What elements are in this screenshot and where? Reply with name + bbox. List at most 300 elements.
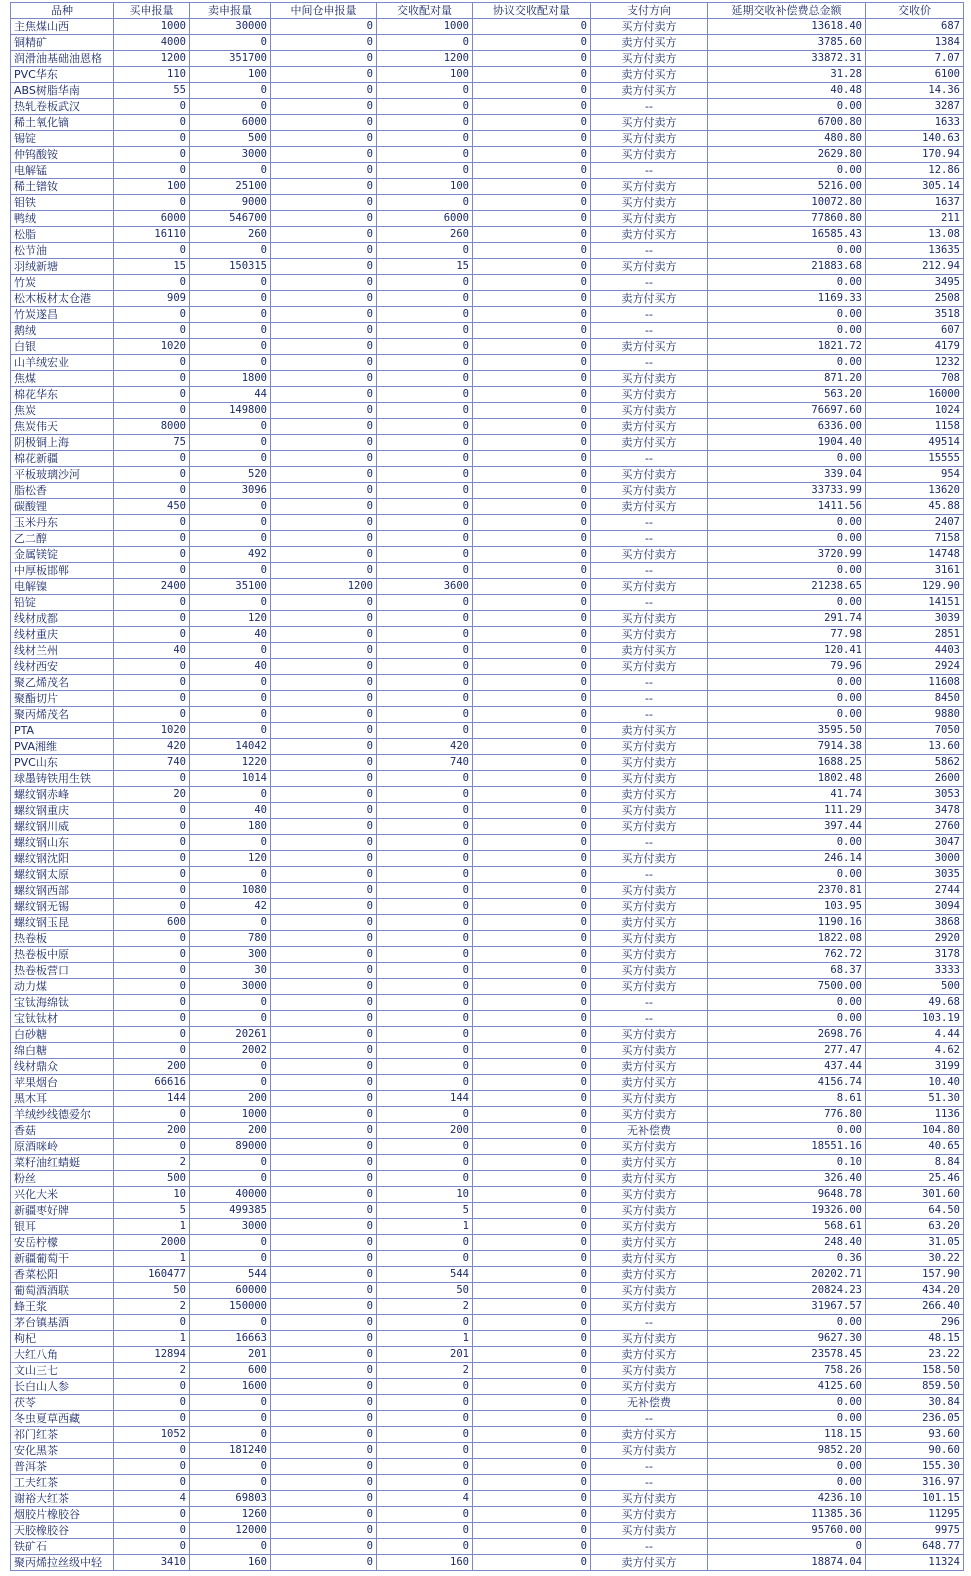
- compensation-total-cell: 0.00: [708, 563, 866, 579]
- buy-declared-cell: 0: [114, 1139, 190, 1155]
- variety-cell: 热卷板: [11, 931, 114, 947]
- agreement-matched-cell: 0: [473, 1379, 591, 1395]
- variety-cell: 钼铁: [11, 195, 114, 211]
- buy-declared-cell: 0: [114, 307, 190, 323]
- matched-cell: 0: [377, 275, 473, 291]
- buy-declared-cell: 0: [114, 867, 190, 883]
- buy-declared-cell: 1020: [114, 723, 190, 739]
- buy-declared-cell: 0: [114, 371, 190, 387]
- buy-declared-cell: 2: [114, 1299, 190, 1315]
- buy-declared-cell: 0: [114, 1539, 190, 1555]
- delivery-price-cell: 3518: [866, 307, 964, 323]
- matched-cell: 0: [377, 899, 473, 915]
- agreement-matched-cell: 0: [473, 963, 591, 979]
- compensation-total-cell: 246.14: [708, 851, 866, 867]
- variety-cell: 螺纹钢太原: [11, 867, 114, 883]
- payment-direction-cell: 买方付卖方: [591, 1379, 708, 1395]
- table-row: [11, 1539, 964, 1555]
- buy-declared-cell: 0: [114, 835, 190, 851]
- payment-direction-cell: 买方付卖方: [591, 211, 708, 227]
- buy-declared-cell: 66616: [114, 1075, 190, 1091]
- buy-declared-cell: 0: [114, 995, 190, 1011]
- delivery-price-cell: 3287: [866, 99, 964, 115]
- delivery-price-cell: 9880: [866, 707, 964, 723]
- payment-direction-cell: 卖方付买方: [591, 1235, 708, 1251]
- compensation-total-cell: 9852.20: [708, 1443, 866, 1459]
- intermediate-declared-cell: 0: [271, 1491, 377, 1507]
- variety-cell: 蜂王浆: [11, 1299, 114, 1315]
- intermediate-declared-cell: 0: [271, 1043, 377, 1059]
- intermediate-declared-cell: 0: [271, 867, 377, 883]
- agreement-matched-cell: 0: [473, 339, 591, 355]
- variety-cell: 长白山人参: [11, 1379, 114, 1395]
- compensation-total-cell: 40.48: [708, 83, 866, 99]
- buy-declared-cell: 200: [114, 1123, 190, 1139]
- sell-declared-cell: 1600: [190, 1379, 271, 1395]
- buy-declared-cell: 450: [114, 499, 190, 515]
- matched-cell: 0: [377, 835, 473, 851]
- buy-declared-cell: 10: [114, 1187, 190, 1203]
- table-row: [11, 691, 964, 707]
- matched-cell: 50: [377, 1283, 473, 1299]
- intermediate-declared-cell: 0: [271, 1379, 377, 1395]
- table-row: [11, 755, 964, 771]
- compensation-total-cell: 0.36: [708, 1251, 866, 1267]
- matched-cell: 0: [377, 643, 473, 659]
- agreement-matched-cell: 0: [473, 627, 591, 643]
- agreement-matched-cell: 0: [473, 1059, 591, 1075]
- compensation-total-cell: 111.29: [708, 803, 866, 819]
- compensation-total-cell: 68.37: [708, 963, 866, 979]
- buy-declared-cell: 0: [114, 563, 190, 579]
- buy-declared-cell: 4: [114, 1491, 190, 1507]
- compensation-total-cell: 339.04: [708, 467, 866, 483]
- sell-declared-cell: 100: [190, 67, 271, 83]
- compensation-total-cell: 10072.80: [708, 195, 866, 211]
- table-row: [11, 419, 964, 435]
- compensation-total-cell: 95760.00: [708, 1523, 866, 1539]
- variety-cell: 润滑油基础油恩格: [11, 51, 114, 67]
- matched-cell: 5: [377, 1203, 473, 1219]
- col-header-compensation-total: 延期交收补偿费总金额: [708, 3, 866, 19]
- delivery-price-cell: 14151: [866, 595, 964, 611]
- matched-cell: 6000: [377, 211, 473, 227]
- matched-cell: 0: [377, 1411, 473, 1427]
- matched-cell: 0: [377, 1427, 473, 1443]
- payment-direction-cell: 买方付卖方: [591, 627, 708, 643]
- table-row: [11, 1187, 964, 1203]
- variety-cell: 螺纹钢川威: [11, 819, 114, 835]
- delivery-price-cell: 4.62: [866, 1043, 964, 1059]
- table-row: [11, 931, 964, 947]
- buy-declared-cell: 20: [114, 787, 190, 803]
- delivery-price-cell: 4.44: [866, 1027, 964, 1043]
- intermediate-declared-cell: 0: [271, 1443, 377, 1459]
- intermediate-declared-cell: 0: [271, 899, 377, 915]
- table-row: [11, 1427, 964, 1443]
- variety-cell: 金属镁锭: [11, 547, 114, 563]
- table-row: [11, 99, 964, 115]
- payment-direction-cell: 卖方付买方: [591, 291, 708, 307]
- delivery-price-cell: 16000: [866, 387, 964, 403]
- buy-declared-cell: 100: [114, 179, 190, 195]
- buy-declared-cell: 909: [114, 291, 190, 307]
- payment-direction-cell: 卖方付买方: [591, 35, 708, 51]
- compensation-total-cell: 18874.04: [708, 1555, 866, 1571]
- delivery-price-cell: 13.08: [866, 227, 964, 243]
- delivery-price-cell: 3000: [866, 851, 964, 867]
- variety-cell: 螺纹钢重庆: [11, 803, 114, 819]
- sell-declared-cell: 3000: [190, 147, 271, 163]
- payment-direction-cell: 买方付卖方: [591, 115, 708, 131]
- variety-cell: 热卷板营口: [11, 963, 114, 979]
- buy-declared-cell: 600: [114, 915, 190, 931]
- buy-declared-cell: 110: [114, 67, 190, 83]
- table-row: [11, 1267, 964, 1283]
- table-row: [11, 739, 964, 755]
- table-row: [11, 83, 964, 99]
- table-row: [11, 499, 964, 515]
- delivery-price-cell: 13.60: [866, 739, 964, 755]
- buy-declared-cell: 200: [114, 1059, 190, 1075]
- matched-cell: 0: [377, 435, 473, 451]
- delivery-price-cell: 13635: [866, 243, 964, 259]
- matched-cell: 0: [377, 1539, 473, 1555]
- variety-cell: 碳酸锂: [11, 499, 114, 515]
- payment-direction-cell: 买方付卖方: [591, 131, 708, 147]
- sell-declared-cell: 69803: [190, 1491, 271, 1507]
- sell-declared-cell: 3000: [190, 1219, 271, 1235]
- delivery-price-cell: 13620: [866, 483, 964, 499]
- delivery-price-cell: 212.94: [866, 259, 964, 275]
- intermediate-declared-cell: 0: [271, 1427, 377, 1443]
- compensation-total-cell: 248.40: [708, 1235, 866, 1251]
- delivery-price-cell: 3868: [866, 915, 964, 931]
- matched-cell: 0: [377, 995, 473, 1011]
- sell-declared-cell: 780: [190, 931, 271, 947]
- intermediate-declared-cell: 0: [271, 691, 377, 707]
- compensation-total-cell: 4236.10: [708, 1491, 866, 1507]
- matched-cell: 15: [377, 259, 473, 275]
- delivery-price-cell: 316.97: [866, 1475, 964, 1491]
- payment-direction-cell: --: [591, 163, 708, 179]
- table-row: [11, 1347, 964, 1363]
- sell-declared-cell: 0: [190, 515, 271, 531]
- delivery-price-cell: 11295: [866, 1507, 964, 1523]
- matched-cell: 0: [377, 355, 473, 371]
- matched-cell: 544: [377, 1267, 473, 1283]
- agreement-matched-cell: 0: [473, 1347, 591, 1363]
- compensation-total-cell: 0.00: [708, 1459, 866, 1475]
- matched-cell: 740: [377, 755, 473, 771]
- delivery-price-cell: 14748: [866, 547, 964, 563]
- payment-direction-cell: 买方付卖方: [591, 963, 708, 979]
- variety-cell: 热轧卷板武汉: [11, 99, 114, 115]
- table-row: [11, 1139, 964, 1155]
- matched-cell: 0: [377, 931, 473, 947]
- sell-declared-cell: 0: [190, 595, 271, 611]
- sell-declared-cell: 0: [190, 1411, 271, 1427]
- sell-declared-cell: 600: [190, 1363, 271, 1379]
- payment-direction-cell: 买方付卖方: [591, 1331, 708, 1347]
- delivery-price-cell: 500: [866, 979, 964, 995]
- payment-direction-cell: --: [591, 1475, 708, 1491]
- table-row: [11, 899, 964, 915]
- payment-direction-cell: 买方付卖方: [591, 931, 708, 947]
- variety-cell: 大红八角: [11, 1347, 114, 1363]
- delivery-price-cell: 25.46: [866, 1171, 964, 1187]
- agreement-matched-cell: 0: [473, 211, 591, 227]
- variety-cell: 棉花华东: [11, 387, 114, 403]
- agreement-matched-cell: 0: [473, 1539, 591, 1555]
- table-row: [11, 275, 964, 291]
- table-row: [11, 1363, 964, 1379]
- variety-cell: 宝钛海绵钛: [11, 995, 114, 1011]
- delivery-price-cell: 301.60: [866, 1187, 964, 1203]
- payment-direction-cell: 买方付卖方: [591, 611, 708, 627]
- variety-cell: 铁矿石: [11, 1539, 114, 1555]
- payment-direction-cell: 卖方付买方: [591, 915, 708, 931]
- sell-declared-cell: 40: [190, 627, 271, 643]
- delivery-price-cell: 954: [866, 467, 964, 483]
- table-row: [11, 227, 964, 243]
- agreement-matched-cell: 0: [473, 387, 591, 403]
- agreement-matched-cell: 0: [473, 515, 591, 531]
- payment-direction-cell: 买方付卖方: [591, 1139, 708, 1155]
- agreement-matched-cell: 0: [473, 803, 591, 819]
- variety-cell: 羊绒纱线德爱尔: [11, 1107, 114, 1123]
- intermediate-declared-cell: 0: [271, 35, 377, 51]
- buy-declared-cell: 6000: [114, 211, 190, 227]
- agreement-matched-cell: 0: [473, 1171, 591, 1187]
- compensation-total-cell: 16585.43: [708, 227, 866, 243]
- buy-declared-cell: 0: [114, 147, 190, 163]
- buy-declared-cell: 1: [114, 1219, 190, 1235]
- compensation-total-cell: 9627.30: [708, 1331, 866, 1347]
- sell-declared-cell: 120: [190, 851, 271, 867]
- compensation-total-cell: 480.80: [708, 131, 866, 147]
- agreement-matched-cell: 0: [473, 1299, 591, 1315]
- buy-declared-cell: 4000: [114, 35, 190, 51]
- matched-cell: 0: [377, 99, 473, 115]
- payment-direction-cell: 买方付卖方: [591, 1507, 708, 1523]
- table-row: [11, 211, 964, 227]
- agreement-matched-cell: 0: [473, 739, 591, 755]
- variety-cell: 电解镍: [11, 579, 114, 595]
- buy-declared-cell: 0: [114, 483, 190, 499]
- agreement-matched-cell: 0: [473, 547, 591, 563]
- intermediate-declared-cell: 0: [271, 275, 377, 291]
- buy-declared-cell: 0: [114, 163, 190, 179]
- matched-cell: 0: [377, 1395, 473, 1411]
- delivery-price-cell: 3047: [866, 835, 964, 851]
- agreement-matched-cell: 0: [473, 355, 591, 371]
- intermediate-declared-cell: 0: [271, 659, 377, 675]
- matched-cell: 0: [377, 323, 473, 339]
- compensation-total-cell: 776.80: [708, 1107, 866, 1123]
- matched-cell: 0: [377, 1523, 473, 1539]
- sell-declared-cell: 200: [190, 1091, 271, 1107]
- payment-direction-cell: --: [591, 307, 708, 323]
- table-row: [11, 403, 964, 419]
- agreement-matched-cell: 0: [473, 1235, 591, 1251]
- variety-cell: 香菜松阳: [11, 1267, 114, 1283]
- variety-cell: 黑木耳: [11, 1091, 114, 1107]
- matched-cell: 1: [377, 1331, 473, 1347]
- delivery-price-cell: 859.50: [866, 1379, 964, 1395]
- intermediate-declared-cell: 0: [271, 1203, 377, 1219]
- delivery-price-cell: 157.90: [866, 1267, 964, 1283]
- agreement-matched-cell: 0: [473, 1443, 591, 1459]
- matched-cell: 0: [377, 515, 473, 531]
- matched-cell: 1200: [377, 51, 473, 67]
- sell-declared-cell: 0: [190, 499, 271, 515]
- agreement-matched-cell: 0: [473, 1203, 591, 1219]
- delivery-price-cell: 434.20: [866, 1283, 964, 1299]
- sell-declared-cell: 544: [190, 1267, 271, 1283]
- table-row: [11, 435, 964, 451]
- sell-declared-cell: 20261: [190, 1027, 271, 1043]
- agreement-matched-cell: 0: [473, 611, 591, 627]
- compensation-total-cell: 9648.78: [708, 1187, 866, 1203]
- intermediate-declared-cell: 0: [271, 739, 377, 755]
- delivery-price-cell: 40.65: [866, 1139, 964, 1155]
- table-row: [11, 1235, 964, 1251]
- matched-cell: 1: [377, 1219, 473, 1235]
- buy-declared-cell: 0: [114, 1523, 190, 1539]
- intermediate-declared-cell: 0: [271, 1459, 377, 1475]
- delivery-price-cell: 93.60: [866, 1427, 964, 1443]
- agreement-matched-cell: 0: [473, 1475, 591, 1491]
- variety-cell: 乙二醇: [11, 531, 114, 547]
- payment-direction-cell: 卖方付买方: [591, 83, 708, 99]
- delivery-price-cell: 11324: [866, 1555, 964, 1571]
- table-row: [11, 1075, 964, 1091]
- delivery-price-cell: 31.05: [866, 1235, 964, 1251]
- payment-direction-cell: 买方付卖方: [591, 1443, 708, 1459]
- col-header-payment-direction: 支付方向: [591, 3, 708, 19]
- compensation-total-cell: 1822.08: [708, 931, 866, 947]
- compensation-total-cell: 397.44: [708, 819, 866, 835]
- table-row: [11, 1507, 964, 1523]
- delivery-price-cell: 3035: [866, 867, 964, 883]
- agreement-matched-cell: 0: [473, 403, 591, 419]
- payment-direction-cell: --: [591, 1411, 708, 1427]
- compensation-total-cell: 19326.00: [708, 1203, 866, 1219]
- variety-cell: 安岳柠檬: [11, 1235, 114, 1251]
- buy-declared-cell: 2400: [114, 579, 190, 595]
- payment-direction-cell: 买方付卖方: [591, 483, 708, 499]
- compensation-total-cell: 21883.68: [708, 259, 866, 275]
- variety-cell: 聚丙烯拉丝级中轻: [11, 1555, 114, 1571]
- sell-declared-cell: 0: [190, 643, 271, 659]
- agreement-matched-cell: 0: [473, 1107, 591, 1123]
- agreement-matched-cell: 0: [473, 1155, 591, 1171]
- matched-cell: 2: [377, 1363, 473, 1379]
- compensation-total-cell: 0.00: [708, 243, 866, 259]
- payment-direction-cell: --: [591, 1459, 708, 1475]
- sell-declared-cell: 0: [190, 1155, 271, 1171]
- delivery-price-cell: 140.63: [866, 131, 964, 147]
- payment-direction-cell: 买方付卖方: [591, 1491, 708, 1507]
- sell-declared-cell: 60000: [190, 1283, 271, 1299]
- sell-declared-cell: 1014: [190, 771, 271, 787]
- compensation-total-cell: 0.00: [708, 691, 866, 707]
- matched-cell: 0: [377, 819, 473, 835]
- delivery-price-cell: 687: [866, 19, 964, 35]
- matched-cell: 0: [377, 803, 473, 819]
- intermediate-declared-cell: 0: [271, 515, 377, 531]
- delivery-price-cell: 7.07: [866, 51, 964, 67]
- table-row: [11, 1315, 964, 1331]
- variety-cell: 绵白糖: [11, 1043, 114, 1059]
- sell-declared-cell: 1220: [190, 755, 271, 771]
- variety-cell: 焦炭伟天: [11, 419, 114, 435]
- agreement-matched-cell: 0: [473, 371, 591, 387]
- sell-declared-cell: 1800: [190, 371, 271, 387]
- delivery-price-cell: 23.22: [866, 1347, 964, 1363]
- delivery-price-cell: 158.50: [866, 1363, 964, 1379]
- matched-cell: 0: [377, 979, 473, 995]
- table-row: [11, 451, 964, 467]
- intermediate-declared-cell: 0: [271, 51, 377, 67]
- matched-cell: 144: [377, 1091, 473, 1107]
- table-row: [11, 355, 964, 371]
- buy-declared-cell: 0: [114, 451, 190, 467]
- payment-direction-cell: 买方付卖方: [591, 739, 708, 755]
- col-header-agreement-matched: 协议交收配对量: [473, 3, 591, 19]
- matched-cell: 0: [377, 371, 473, 387]
- table-row: [11, 611, 964, 627]
- sell-declared-cell: 0: [190, 355, 271, 371]
- variety-cell: 仲钨酸铵: [11, 147, 114, 163]
- variety-cell: 焦炭: [11, 403, 114, 419]
- intermediate-declared-cell: 0: [271, 451, 377, 467]
- matched-cell: 0: [377, 1059, 473, 1075]
- delivery-price-cell: 3199: [866, 1059, 964, 1075]
- intermediate-declared-cell: 0: [271, 675, 377, 691]
- delivery-price-cell: 7158: [866, 531, 964, 547]
- agreement-matched-cell: 0: [473, 1395, 591, 1411]
- sell-declared-cell: 0: [190, 1251, 271, 1267]
- variety-cell: 电解锰: [11, 163, 114, 179]
- intermediate-declared-cell: 0: [271, 1555, 377, 1571]
- agreement-matched-cell: 0: [473, 131, 591, 147]
- sell-declared-cell: 0: [190, 675, 271, 691]
- buy-declared-cell: 0: [114, 611, 190, 627]
- table-row: [11, 1203, 964, 1219]
- col-header-intermediate-declared: 中间仓申报量: [271, 3, 377, 19]
- intermediate-declared-cell: 0: [271, 1011, 377, 1027]
- delivery-price-cell: 4403: [866, 643, 964, 659]
- matched-cell: 0: [377, 851, 473, 867]
- matched-cell: 0: [377, 115, 473, 131]
- variety-cell: 球墨铸铁用生铁: [11, 771, 114, 787]
- buy-declared-cell: 0: [114, 1507, 190, 1523]
- payment-direction-cell: 买方付卖方: [591, 147, 708, 163]
- compensation-total-cell: 0.00: [708, 835, 866, 851]
- intermediate-declared-cell: 0: [271, 243, 377, 259]
- compensation-total-cell: 2370.81: [708, 883, 866, 899]
- variety-cell: 鹅绒: [11, 323, 114, 339]
- buy-declared-cell: 0: [114, 931, 190, 947]
- payment-direction-cell: 买方付卖方: [591, 387, 708, 403]
- table-row: [11, 387, 964, 403]
- agreement-matched-cell: 0: [473, 947, 591, 963]
- delivery-price-cell: 3094: [866, 899, 964, 915]
- sell-declared-cell: 0: [190, 163, 271, 179]
- matched-cell: 0: [377, 1251, 473, 1267]
